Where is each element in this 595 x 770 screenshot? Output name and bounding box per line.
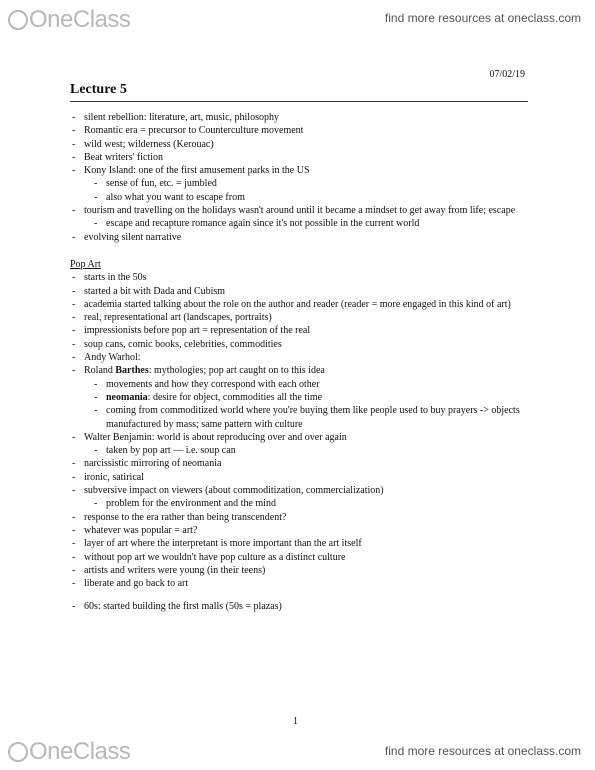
sub-list-item: - also what you want to escape from — [70, 191, 530, 204]
list-item: - started a bit with Dada and Cubism — [70, 285, 530, 298]
list-item-barthes — [70, 364, 530, 377]
list-item: - Kony Island: one of the first amusement parks in the US — [70, 164, 530, 177]
list-item: - academia started talking about the role on the author and reader (reader = more engaged in this kind of art) — [70, 298, 530, 311]
list-item: - 60s: started building the first malls (50s = plazas) — [70, 600, 530, 613]
list-item: - Walter Benjamin: world is about reproducing over and over again — [70, 431, 530, 444]
neomania-definition: : desire for object, commodities all the time — [147, 391, 323, 403]
sub-list-item: - coming from commoditized world where you're buying them like people used to buy prayers -> objects manufactured by mass; same pattern with culture — [70, 404, 530, 431]
list-item: - wild west; wilderness (Kerouac) — [70, 138, 530, 151]
doc-date: 07/02/19 — [489, 69, 525, 80]
list-item: - narcissistic mirroring of neomania — [70, 457, 530, 470]
list-item: - Romantic era = precursor to Counterculture movement — [70, 124, 530, 137]
sub-list-item: - escape and recapture romance again since it's not possible in the current world — [70, 217, 530, 230]
list-item: - Beat writers' fiction — [70, 151, 530, 164]
sub-list-item: - problem for the environment and the mind — [70, 497, 530, 510]
neomania-term: neomania — [106, 391, 148, 403]
list-item: - layer of art where the interpretant is more important than the art itself — [70, 537, 530, 550]
barthes-name: Barthes — [115, 365, 149, 377]
find-resources-link[interactable]: find more resources at oneclass.com — [384, 11, 581, 25]
list-item: - silent rebellion: literature, art, music, philosophy — [70, 111, 530, 124]
find-resources-link-footer[interactable]: find more resources at oneclass.com — [384, 744, 581, 758]
spacer — [70, 590, 530, 600]
logo-circle-icon — [8, 10, 28, 30]
sub-list-item: - taken by pop art — i.e. soup can — [70, 444, 530, 457]
list-item: - real, representational art (landscapes, portraits) — [70, 311, 530, 324]
list-item: - starts in the 50s — [70, 271, 530, 284]
list-item: - whatever was popular = art? — [70, 524, 530, 537]
page-number: 1 — [293, 716, 298, 727]
sub-list-item: - movements and how they correspond with each other — [70, 378, 530, 391]
bottom-banner — [0, 730, 595, 770]
logo-text: OneClass — [29, 6, 131, 33]
list-item: - impressionists before pop art = representation of the real — [70, 324, 530, 337]
doc-title: Lecture 5 — [70, 82, 127, 97]
lecture-notes — [70, 111, 530, 614]
list-item: - response to the era rather than being transcendent? — [70, 511, 530, 524]
sub-list-item-neomania — [70, 391, 530, 404]
list-item: - soup cans, comic books, celebrities, commodities — [70, 338, 530, 351]
top-banner — [0, 0, 595, 40]
list-item: - Andy Warhol: — [70, 351, 530, 364]
list-item: - evolving silent narrative — [70, 231, 530, 244]
oneclass-logo-footer[interactable] — [8, 738, 130, 766]
title-rule — [70, 101, 528, 102]
barthes-prefix: Roland — [84, 365, 116, 377]
list-item: - without pop art we wouldn't have pop culture as a distinct culture — [70, 551, 530, 564]
barthes-suffix: : mythologies; pop art caught on to this idea — [148, 365, 325, 377]
list-item: - subversive impact on viewers (about commoditization, commercialization) — [70, 484, 530, 497]
oneclass-logo[interactable] — [8, 6, 130, 34]
logo-circle-icon — [8, 742, 28, 762]
list-item: - artists and writers were young (in their teens) — [70, 564, 530, 577]
logo-text: OneClass — [29, 738, 131, 765]
section-heading-pop-art: Pop Art — [70, 258, 101, 270]
list-item: - ironic, satirical — [70, 471, 530, 484]
list-item: - tourism and travelling on the holidays wasn't around until it became a mindset to get away from life; escape — [70, 204, 530, 217]
sub-list-item: - sense of fun, etc. = jumbled — [70, 177, 530, 190]
list-item: - liberate and go back to art — [70, 577, 530, 590]
